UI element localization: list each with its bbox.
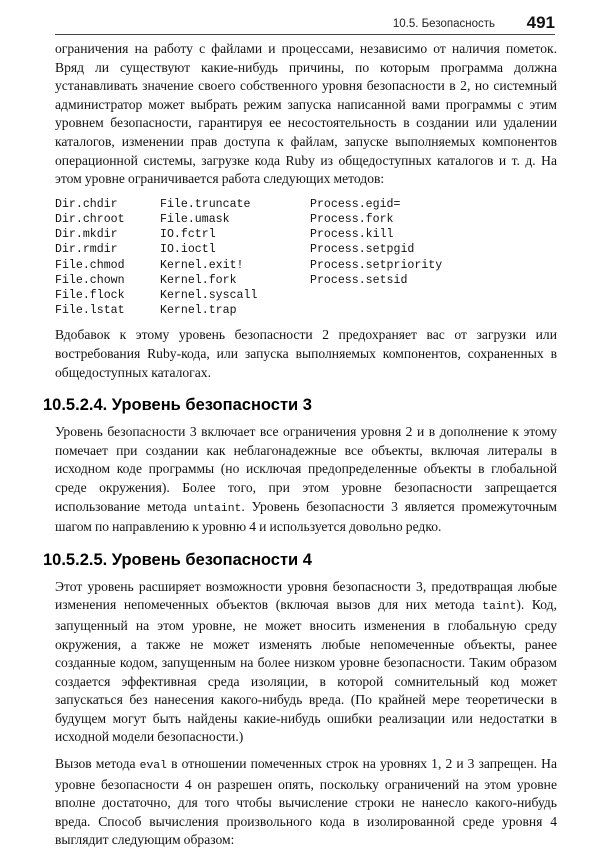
level3-text-after: . Уровень безопасности 3 является промежуточным шагом по направлению к уровню 4 и используется довольно редко. [55,498,557,535]
method-name: Kernel.exit! [160,258,244,272]
level4-paragraph-1 [55,578,557,747]
method-name: Process.egid= [310,197,401,211]
method-name: Kernel.trap [160,304,237,318]
level4-p2-before: Вызов метода [55,756,136,772]
page-number: 491 [526,13,555,32]
methods-column-3 [310,197,442,319]
section-heading-level3: 10.5.2.4. Уровень безопасности 3 [43,396,312,415]
taint-code: taint [482,601,517,614]
header-section-title: 10.5. Безопасность [392,18,495,30]
running-header [55,14,555,35]
level2-extra-paragraph: Вдобавок к этому уровень безопасности 2 предохраняет вас от загрузки или востребования Ruby-кода, или запуска выполняемых компонентов, сохраненных в общедоступных каталогах. [55,327,557,380]
level4-paragraph-2 [55,755,557,850]
methods-column-1 [55,197,160,319]
method-name: Dir.mkdir [55,228,118,242]
method-name: File.flock [55,288,125,302]
method-name: Process.setpgid [310,243,415,257]
level3-text-before: Уровень безопасности 3 включает все ограничения уровня 2 и в дополнение к этому помечает при создании как неблагонадежные все объекты, включая литералы в исходном коде программы (но исключая предопределенные объекты в глобальной среде окружения). Более того, при этом уровне безопасности запрещается использование метода [55,424,557,514]
method-name: IO.ioctl [160,243,216,257]
methods-code-block [55,197,557,319]
method-name: Kernel.syscall [160,288,258,302]
method-name: File.chown [55,273,125,287]
level4-p1-after: ). Код, запущенный на этом уровне, не может вносить изменения в глобальную среду окружения, а также не может изменять любые непомеченные объекты, ранее созданные кодом, запущенным на более низком уровне безопасности. Таким образом создается эффективная среда изоляции, в которой сомнительный код может запускаться без нанесения какого-нибудь вреда. (По крайней мере теоретически в будущем могут быть найдены какие-нибудь ошибки реализации или недостатки в исходной модели безопасности.) [55,597,557,745]
eval-code: eval [139,760,167,773]
method-name: Process.fork [310,212,394,226]
level4-p1-before: Этот уровень расширяет возможности уровня безопасности 3, предотвращая любые изменения непомеченных объектов (включая вызов для них метода [55,578,557,613]
method-name: Process.setpriority [310,258,443,272]
section-heading-level4: 10.5.2.5. Уровень безопасности 4 [43,550,312,569]
page-body [43,40,557,858]
method-name: Dir.chdir [55,197,118,211]
methods-column-2 [160,197,310,319]
untaint-code: untaint [193,502,242,515]
method-name: File.truncate [160,197,251,211]
method-name: IO.fctrl [160,228,216,242]
method-name: Kernel.fork [160,273,237,287]
method-name: File.umask [160,212,230,226]
method-name: Process.setsid [310,273,408,287]
level4-p2-after: в отношении помеченных строк на уровнях 1, 2 и 3 запрещен. На уровне безопасности 4 он разрешен опять, поскольку ограничений на этом уровне вполне достаточно, для того чтобы вычисление строки не нанесло какого-нибудь вреда. Способ вычисления произвольного кода в изолированной среде уровня 4 выглядит следующим образом: [55,756,557,848]
method-name: Process.kill [310,228,394,242]
method-name: Dir.rmdir [55,243,118,257]
method-name: Dir.chroot [55,212,125,226]
method-name: File.lstat [55,304,125,318]
method-name: File.chmod [55,258,125,272]
intro-paragraph: ограничения на работу с файлами и процессами, независимо от наличия пометок. Вряд ли существуют какие-нибудь причины, по которым программа должна устанавливать значение своего собственного уровня безопасности в 2, но системный администратор может выбрать режим запуска написанной вами программы с этим уровнем безопасности, гарантируя ее несостоятельность в создании или удалении каталогов, изменении прав доступа к файлам, запуске выполняемых компонентов операционной системы, загрузке кода Ruby из общедоступных каталогов и т. д. На этом уровне ограничивается работа следующих методов: [55,41,557,187]
level3-paragraph [55,423,557,537]
